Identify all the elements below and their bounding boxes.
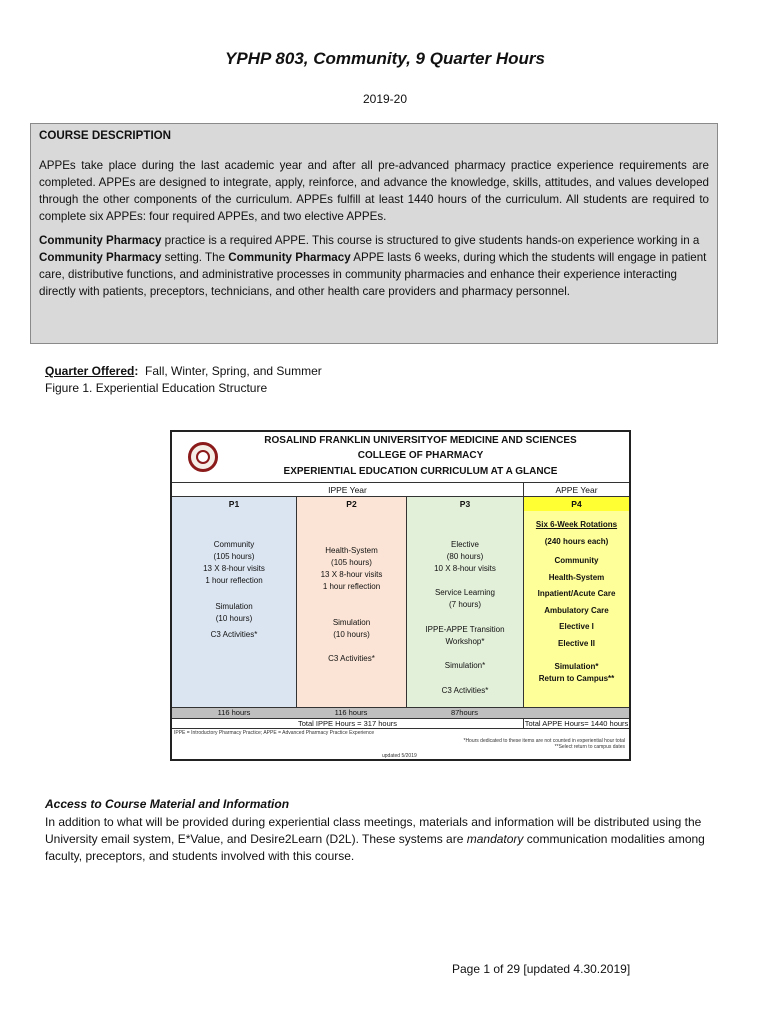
figure-footnote-return: **Select return to campus dates xyxy=(554,744,625,750)
p1-hours: 116 hours xyxy=(217,708,251,717)
figure-header xyxy=(172,432,629,483)
p3-item: (7 hours) xyxy=(448,600,481,609)
curriculum-figure xyxy=(170,430,631,761)
p1-item: 1 hour reflection xyxy=(205,576,263,585)
p2-column xyxy=(296,511,406,707)
quarter-offered xyxy=(45,364,322,378)
access-text: In addition to what will be provided during experiential class meetings, materials and information will be distributed using the University email system, E*Value, and Desire2Learn (D2L). These systems are xyxy=(45,815,702,846)
professional-year-row xyxy=(172,497,629,511)
quarter-offered-label: Quarter Offered xyxy=(45,364,135,378)
ippe-year-label: IPPE Year xyxy=(328,485,367,495)
p4-column xyxy=(523,511,629,707)
p3-item: 10 X 8-hour visits xyxy=(434,564,496,573)
figure-caption: Figure 1. Experiential Education Structure xyxy=(45,381,268,395)
p3-item: (80 hours) xyxy=(446,552,484,561)
p3-item: Elective xyxy=(450,540,479,549)
p1-item: (105 hours) xyxy=(213,552,255,561)
p4-rotation: Elective I xyxy=(559,622,594,631)
p4-rotation: Community xyxy=(554,556,599,565)
figure-footnotes xyxy=(464,738,626,750)
p3-item: IPPE-APPE Transition xyxy=(425,625,505,634)
p1-item: Simulation xyxy=(215,602,253,611)
p3-column xyxy=(406,511,523,707)
emphasis-community-pharmacy: Community Pharmacy xyxy=(39,234,162,247)
course-description-heading: COURSE DESCRIPTION xyxy=(39,129,172,142)
p2-item: Health-System xyxy=(325,546,378,555)
description-text: APPE lasts 6 weeks, during which the students will engage in patient care, distributive functions, and administrative processes in community pharmacies and enhance their experience interacting directly with patients, preceptors, technicians, and other health care providers and pharmacy personnel. xyxy=(39,251,707,298)
p4-item: Return to Campus** xyxy=(538,674,615,683)
p4-rotation: Elective II xyxy=(558,638,595,648)
hours-row xyxy=(172,707,629,718)
quarter-colon: : xyxy=(134,364,139,378)
page-number: Page 1 of 29 [updated 4.30.2019] xyxy=(452,962,631,976)
p3-hours: 87hours xyxy=(450,708,479,717)
academic-year: 2019-20 xyxy=(362,92,408,106)
figure-footnote-abbreviations: IPPE = Introductory Pharmacy Practice; APPE = Advanced Pharmacy Practice Experience xyxy=(174,730,375,736)
emphasis-community-pharmacy: Community Pharmacy xyxy=(228,251,351,264)
access-heading: Access to Course Material and Information xyxy=(45,797,290,811)
figure-updated-note: updated 5/2019 xyxy=(382,753,417,759)
figure-title-college: COLLEGE OF PHARMACY xyxy=(357,450,484,461)
p2-item: C3 Activities* xyxy=(328,654,375,663)
p4-item: Simulation* xyxy=(554,662,599,671)
p2-item: (10 hours) xyxy=(333,630,370,639)
year-row xyxy=(172,483,629,497)
p1-header: P1 xyxy=(172,497,296,511)
course-description-paragraph-1: APPEs take place during the last academic year and after all pre-advanced pharmacy practice experience requirements are completed. APPEs are designed to integrate, apply, reinforce, and advance the knowledge, skills, attitudes, and values developed through the other components of the curriculum. APPEs fulfill at least 1440 hours of the curriculum. All students are required to complete six APPEs: four required APPEs, and two elective APPEs. xyxy=(39,159,709,223)
p1-item: C3 Activities* xyxy=(210,630,258,639)
total-ippe-hours: Total IPPE Hours = 317 hours xyxy=(297,719,397,728)
p4-header: P4 xyxy=(523,497,629,511)
access-paragraph xyxy=(45,814,725,865)
description-text: setting. The xyxy=(161,251,229,264)
p3-item: Workshop* xyxy=(445,637,485,646)
description-text: practice is a required APPE. This course is structured to give students hands-on experience working in a xyxy=(161,234,700,247)
p2-header: P2 xyxy=(296,497,406,511)
p3-header: P3 xyxy=(406,497,523,511)
document-title: YPHP 803, Community, 9 Quarter Hours xyxy=(225,49,545,68)
p3-item: C3 Activities* xyxy=(441,686,489,695)
p1-item: Community xyxy=(213,540,255,549)
emphasis-community-pharmacy: Community Pharmacy xyxy=(39,251,162,264)
course-description-box xyxy=(30,123,718,344)
access-emphasis: mandatory xyxy=(466,832,524,846)
course-description-paragraph-2 xyxy=(39,232,709,300)
figure-footnote-hours: *Hours dedicated to these items are not counted in experiential hour total xyxy=(463,738,625,744)
p4-rotation-hours: (240 hours each) xyxy=(544,537,609,546)
access-text: communication modalities among faculty, preceptors, and students involved with this course. xyxy=(45,832,705,863)
p1-item: 13 X 8-hour visits xyxy=(203,564,265,573)
quarter-offered-value: Fall, Winter, Spring, and Summer xyxy=(138,364,322,378)
p2-item: (105 hours) xyxy=(331,558,372,567)
p4-rotation: Health-System xyxy=(548,572,605,582)
p3-item: Service Learning xyxy=(434,588,496,597)
total-row xyxy=(172,718,629,729)
total-appe-hours: Total APPE Hours= 1440 hours xyxy=(524,719,629,728)
p4-rotations-heading: Six 6-Week Rotations xyxy=(535,520,618,529)
appe-year-label: APPE Year xyxy=(523,483,629,497)
p2-item: Simulation xyxy=(332,618,371,627)
p4-rotation: Inpatient/Acute Care xyxy=(537,589,616,598)
p3-item: Simulation* xyxy=(444,661,486,670)
p1-column xyxy=(172,511,296,707)
figure-title-curriculum: EXPERIENTIAL EDUCATION CURRICULUM AT A GLANCE xyxy=(283,466,558,477)
p1-item: (10 hours) xyxy=(215,614,253,623)
p4-rotation: Ambulatory Care xyxy=(544,605,609,615)
p2-item: 1 hour reflection xyxy=(322,582,381,591)
p2-item: 13 X 8-hour visits xyxy=(320,570,383,579)
figure-title-university: ROSALIND FRANKLIN UNIVERSITYOF MEDICINE AND SCIENCES xyxy=(264,435,577,446)
p2-hours: 116 hours xyxy=(334,708,368,717)
